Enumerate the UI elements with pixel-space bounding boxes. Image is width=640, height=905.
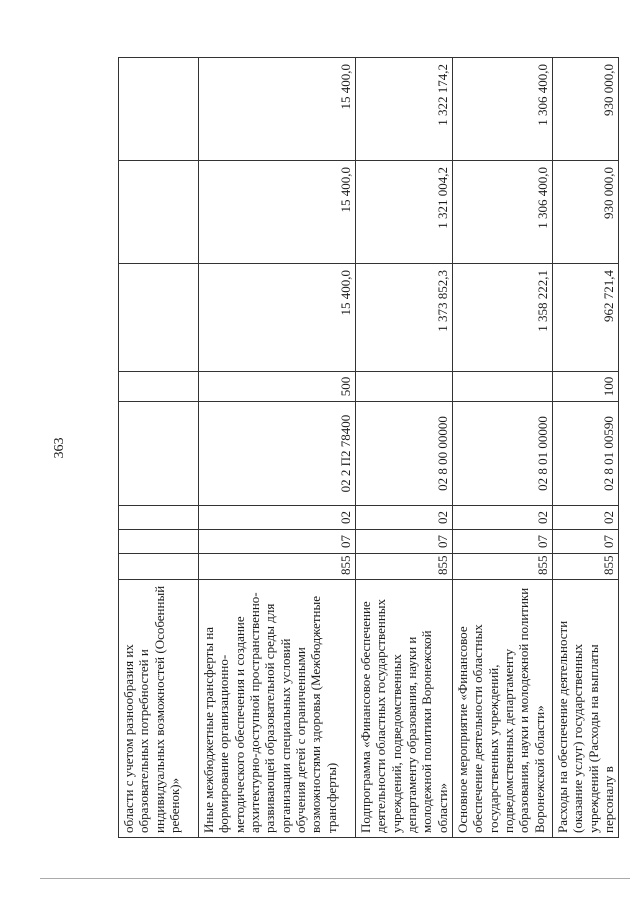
row-amount-3: 1 322 174,2	[356, 58, 453, 161]
row-ministry-code: 855	[552, 554, 618, 580]
row-target-article: 02 2 П2 78400	[199, 402, 356, 506]
row-subsection-code: 02	[552, 506, 618, 530]
row-amount-2: 1 306 400,0	[452, 161, 552, 264]
row-amount-1: 15 400,0	[199, 264, 356, 372]
table-row	[552, 58, 618, 838]
row-target-article	[119, 402, 199, 506]
row-subsection-code: 02	[452, 506, 552, 530]
row-amount-3	[119, 58, 199, 161]
row-section-code: 07	[199, 530, 356, 554]
row-expense-type	[119, 372, 199, 402]
row-subsection-code: 02	[356, 506, 453, 530]
row-ministry-code: 855	[199, 554, 356, 580]
budget-table	[118, 57, 619, 838]
row-amount-3: 1 306 400,0	[452, 58, 552, 161]
row-subsection-code	[119, 506, 199, 530]
row-amount-2	[119, 161, 199, 264]
row-description: области с учетом разнообразия их образовательных потребностей и индивидуальных возможностей (Особенный ребенок)»	[119, 580, 199, 838]
row-expense-type: 100	[552, 372, 618, 402]
row-amount-2: 15 400,0	[199, 161, 356, 264]
row-amount-3: 15 400,0	[199, 58, 356, 161]
table-row	[452, 58, 552, 838]
row-description: Подпрограмма «Финансовое обеспечение деятельности областных государственных учреждений, подведомственных департаменту образования, науки и молодежной политики Воронежской области»	[356, 580, 453, 838]
row-ministry-code: 855	[452, 554, 552, 580]
row-amount-1: 1 373 852,3	[356, 264, 453, 372]
row-target-article: 02 8 00 00000	[356, 402, 453, 506]
page-number: 363	[52, 437, 67, 459]
row-target-article: 02 8 01 00590	[552, 402, 618, 506]
row-amount-1: 1 358 222,1	[452, 264, 552, 372]
table-row	[199, 58, 356, 838]
row-amount-2: 930 000,0	[552, 161, 618, 264]
row-expense-type	[452, 372, 552, 402]
row-section-code: 07	[356, 530, 453, 554]
row-ministry-code: 855	[356, 554, 453, 580]
row-amount-3: 930 000,0	[552, 58, 618, 161]
row-amount-1: 962 721,4	[552, 264, 618, 372]
row-section-code: 07	[552, 530, 618, 554]
bottom-rule	[40, 878, 630, 879]
row-ministry-code	[119, 554, 199, 580]
row-subsection-code: 02	[199, 506, 356, 530]
table-row	[356, 58, 453, 838]
row-amount-2: 1 321 004,2	[356, 161, 453, 264]
row-expense-type: 500	[199, 372, 356, 402]
row-description: Основное мероприятие «Финансовое обеспечение деятельности областных государственных учреждений, подведомственных департаменту образования, науки и молодежной политики Воронежской области»	[452, 580, 552, 838]
row-description: Иные межбюджетные трансферты на формирование организационно-методического обеспечения и создание архитектурно-доступной пространственно-развивающей образовательной среды для организации специальных условий обучения детей с ограниченными возможностями здоровья (Межбюджетные трансферты)	[199, 580, 356, 838]
row-expense-type	[356, 372, 453, 402]
row-target-article: 02 8 01 00000	[452, 402, 552, 506]
row-section-code: 07	[452, 530, 552, 554]
row-description: Расходы на обеспечение деятельности (оказание услуг) государственных учреждений (Расходы на выплаты персоналу в	[552, 580, 618, 838]
row-amount-1	[119, 264, 199, 372]
table-row	[119, 58, 199, 838]
budget-table-rotated	[118, 58, 616, 838]
row-section-code	[119, 530, 199, 554]
